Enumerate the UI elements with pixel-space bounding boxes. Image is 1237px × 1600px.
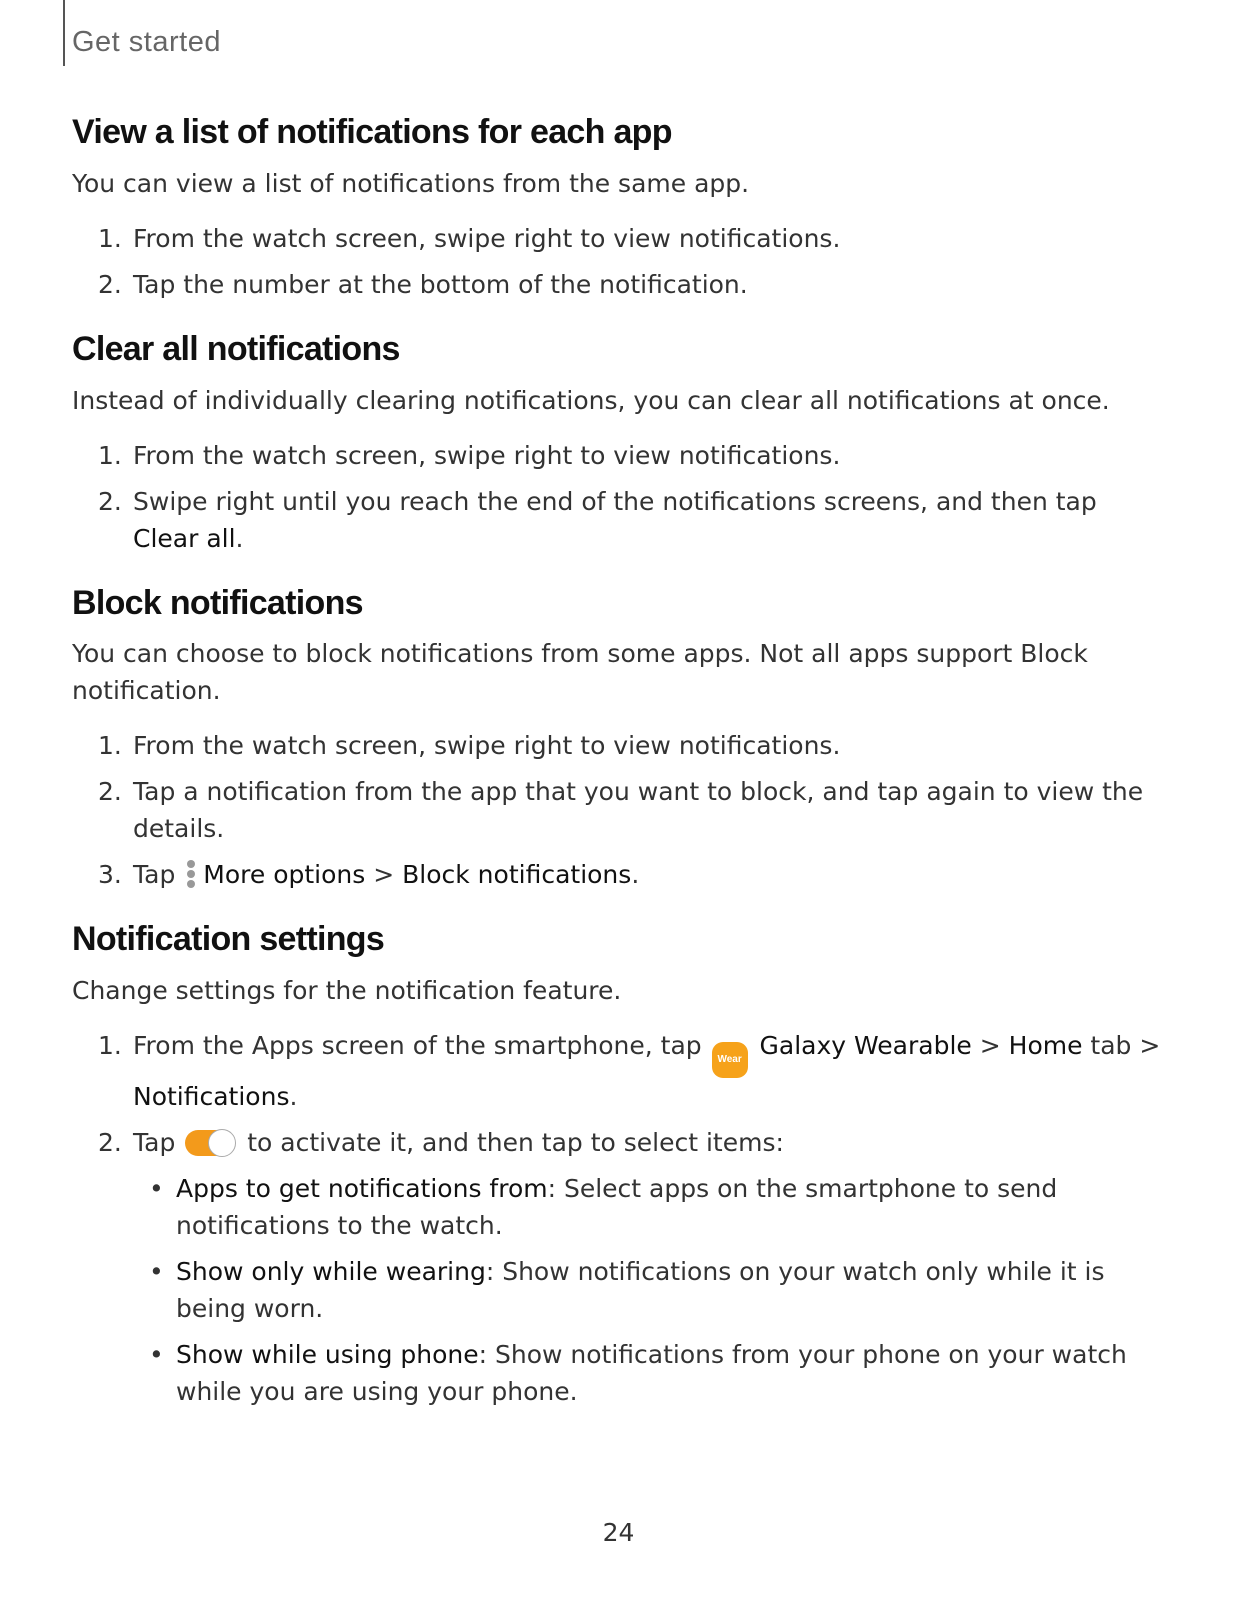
step-number: 1. — [98, 223, 122, 253]
step-text-post: to activate it, and then tap to select items: — [247, 1128, 784, 1158]
step-text: Tap a notification from the app that you want to block, and tap again to view the details. — [133, 777, 1144, 844]
toggle-switch-icon — [185, 1130, 235, 1156]
step-end: . — [235, 523, 244, 553]
step-number: 1. — [98, 731, 122, 761]
page-number: 24 — [602, 1518, 635, 1547]
bullet-dot: • — [149, 1340, 164, 1370]
step-number: 2. — [98, 777, 122, 807]
step-end: . — [289, 1082, 298, 1112]
intro-text: You can choose to block notifications from some apps. Not all apps support Block notification. — [72, 639, 1088, 706]
ui-term-option: Apps to get notifications from — [176, 1174, 548, 1204]
step-text: From the watch screen, swipe right to view notifications. — [133, 731, 841, 761]
steps-list — [72, 437, 1162, 557]
steps-list — [72, 220, 1162, 303]
heading-view-list: View a list of notifications for each app — [72, 113, 672, 151]
step-text: Tap — [133, 860, 176, 890]
section-label: Get started — [72, 26, 221, 58]
step-item — [72, 727, 1162, 764]
step-text: From the Apps screen of the smartphone, tap — [133, 1031, 702, 1061]
intro-text: You can view a list of notifications from the same app. — [72, 168, 750, 198]
step-text: From the watch screen, swipe right to view notifications. — [133, 440, 841, 470]
intro-text: Change settings for the notification feature. — [72, 976, 622, 1006]
step-number: 2. — [98, 1128, 122, 1158]
toggle-knob — [208, 1129, 236, 1157]
ui-term-block-notifications: Block notifications — [402, 860, 632, 890]
step-item — [72, 220, 1162, 257]
step-mid: tab > — [1082, 1031, 1161, 1061]
step-number: 1. — [98, 1031, 122, 1061]
step-number: 1. — [98, 440, 122, 470]
ui-term-option: Show while using phone — [176, 1340, 479, 1370]
step-separator: > — [365, 860, 403, 890]
section-settings — [72, 919, 1162, 1410]
steps-list — [72, 1027, 1162, 1410]
list-item — [133, 1253, 1162, 1327]
more-options-icon — [185, 859, 197, 889]
heading-block: Block notifications — [72, 583, 363, 622]
step-item — [72, 1124, 1162, 1410]
step-item — [72, 773, 1162, 847]
option-description: : Show notifications from your phone on your watch while you are using your phone. — [176, 1340, 1127, 1407]
step-number: 2. — [98, 486, 122, 516]
step-number: 3. — [98, 860, 122, 890]
bullet-dot: • — [149, 1174, 164, 1204]
ui-term-option: Show only while wearing — [176, 1257, 486, 1287]
page-content — [72, 112, 1162, 1436]
step-number: 2. — [98, 269, 122, 299]
heading-settings: Notification settings — [72, 920, 385, 959]
step-separator: > — [971, 1031, 1009, 1061]
section-view-list — [72, 112, 1162, 303]
ui-term-notifications: Notifications — [133, 1082, 290, 1112]
list-item — [133, 1336, 1162, 1410]
step-text: Tap — [133, 1128, 176, 1158]
step-item — [72, 856, 1162, 893]
step-item — [72, 266, 1162, 303]
heading-clear-all: Clear all notifications — [72, 329, 400, 368]
ui-term-more-options: More options — [203, 860, 366, 890]
steps-list — [72, 727, 1162, 893]
step-text: Tap the number at the bottom of the notification. — [133, 269, 748, 299]
step-end: . — [631, 860, 640, 890]
section-block — [72, 583, 1162, 894]
ui-term-home: Home — [1008, 1031, 1083, 1061]
ui-term-clear-all: Clear all — [133, 523, 236, 553]
intro-text: Instead of individually clearing notifications, you can clear all notifications at once. — [72, 385, 1110, 415]
option-description: : Show notifications on your watch only while it is being worn. — [176, 1257, 1105, 1324]
options-list — [133, 1170, 1162, 1410]
step-item — [72, 437, 1162, 474]
step-text: Swipe right until you reach the end of the notifications screens, and then tap — [133, 486, 1097, 516]
galaxy-wearable-icon: Wear — [712, 1042, 748, 1078]
list-item — [133, 1170, 1162, 1244]
ui-term-galaxy-wearable: Galaxy Wearable — [759, 1031, 972, 1061]
section-clear-all — [72, 329, 1162, 557]
step-text: From the watch screen, swipe right to view notifications. — [133, 223, 841, 253]
step-item — [72, 483, 1162, 557]
step-item — [72, 1027, 1162, 1115]
option-description: : Select apps on the smartphone to send notifications to the watch. — [176, 1174, 1058, 1241]
header-divider — [63, 0, 65, 66]
bullet-dot: • — [149, 1257, 164, 1287]
